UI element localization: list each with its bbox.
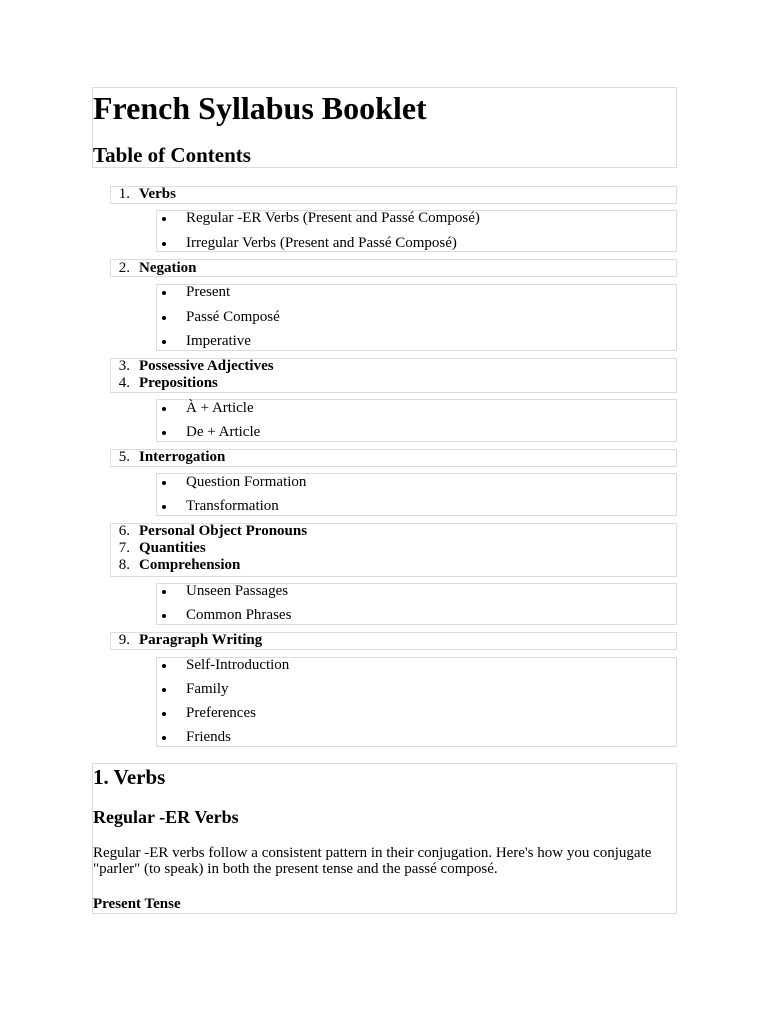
bullet-icon xyxy=(162,590,166,594)
toc-item-number: 2. xyxy=(118,260,130,276)
toc-item-label: Quantities xyxy=(139,540,206,556)
bullet-icon xyxy=(162,242,166,246)
toc-item-number: 3. xyxy=(118,358,130,374)
bullet-icon xyxy=(162,291,166,295)
toc-item-label: Personal Object Pronouns xyxy=(139,523,308,539)
section-verbs-box xyxy=(92,763,677,914)
toc-item-label: Prepositions xyxy=(139,375,218,391)
bullet-icon xyxy=(162,505,166,509)
bullet-icon xyxy=(162,664,166,668)
bullet-icon xyxy=(162,340,166,344)
bullet-icon xyxy=(162,407,166,411)
toc-item-label: Interrogation xyxy=(139,449,226,465)
subsubsection-heading: Present Tense xyxy=(93,896,181,912)
bullet-icon xyxy=(162,688,166,692)
bullet-icon xyxy=(162,431,166,435)
toc-heading: Table of Contents xyxy=(93,143,251,167)
toc-item-number: 6. xyxy=(118,523,130,539)
subsection-heading: Regular -ER Verbs xyxy=(93,807,239,827)
section-heading: 1. Verbs xyxy=(93,765,166,789)
toc-item-label: Possessive Adjectives xyxy=(139,358,274,374)
toc-item-label: Paragraph Writing xyxy=(139,632,263,648)
toc-item-number: 8. xyxy=(118,557,130,573)
bullet-icon xyxy=(162,736,166,740)
toc-item-number: 1. xyxy=(118,186,130,202)
toc-item-label: Comprehension xyxy=(139,557,241,573)
toc-item-number: 4. xyxy=(118,375,130,391)
bullet-icon xyxy=(162,481,166,485)
toc-item-number: 9. xyxy=(118,632,130,648)
bullet-icon xyxy=(162,316,166,320)
paragraph: Regular -ER verbs follow a consistent pattern in their conjugation. Here's how you conjugate "parler" (to speak) in both the present tense and the passé composé. xyxy=(93,845,652,877)
toc-group-1-box xyxy=(110,186,677,204)
toc-item-number: 5. xyxy=(118,449,130,465)
bullet-icon xyxy=(162,712,166,716)
bullet-icon xyxy=(162,217,166,221)
toc-item-number: 7. xyxy=(118,540,130,556)
page-title: French Syllabus Booklet xyxy=(93,90,427,126)
bullet-icon xyxy=(162,614,166,618)
toc-item-label: Negation xyxy=(139,260,197,276)
toc-item-label: Verbs xyxy=(139,186,176,202)
